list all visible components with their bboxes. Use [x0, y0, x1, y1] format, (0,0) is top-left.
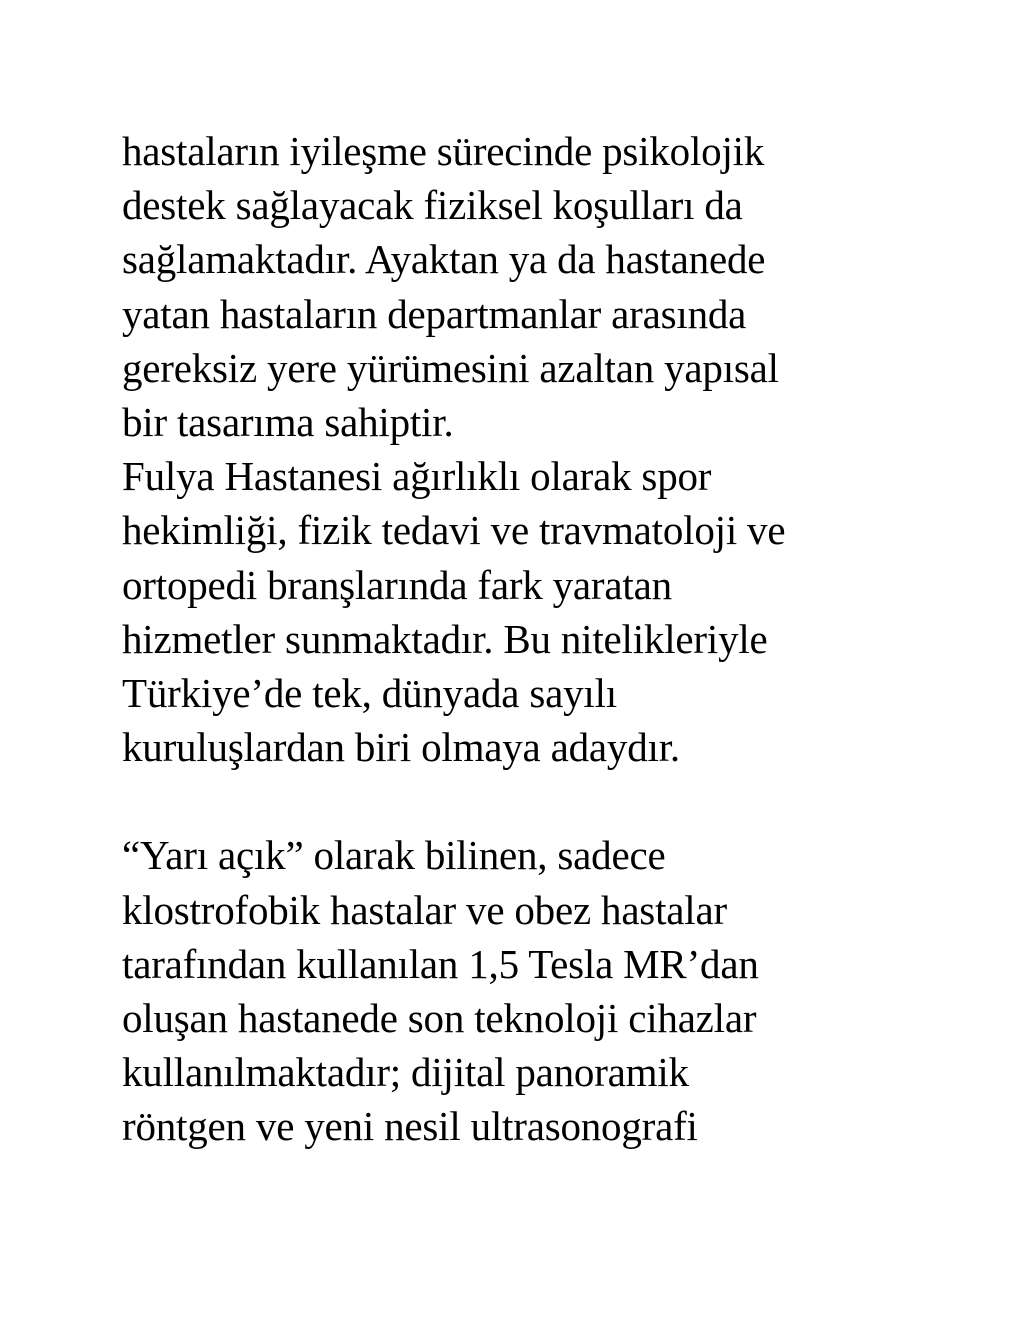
text-line: röntgen ve yeni nesil ultrasonografi: [122, 1103, 698, 1150]
text-line: “Yarı açık” olarak bilinen, sadece: [122, 832, 666, 879]
text-line: klostrofobik hastalar ve obez hastalar: [122, 886, 727, 933]
text-line: yatan hastaların departmanlar arasında: [122, 290, 747, 337]
text-line: kullanılmaktadır; dijital panoramik: [122, 1049, 689, 1096]
text-line: bir tasarıma sahiptir.: [122, 398, 454, 445]
paragraph-3: [122, 828, 922, 1153]
text-line: hizmetler sunmaktadır. Bu nitelikleriyle: [122, 615, 768, 662]
text-line: hastaların iyileşme sürecinde psikolojik: [122, 128, 765, 174]
text-line: sağlamaktadır. Ayaktan ya da hastanede: [122, 236, 766, 283]
text-line: kuruluşlardan biri olmaya adaydır.: [122, 724, 680, 771]
text-line: tarafından kullanılan 1,5 Tesla MR’dan: [122, 940, 759, 987]
paragraph-2: [122, 449, 922, 774]
text-line: gereksiz yere yürümesini azaltan yapısal: [122, 344, 779, 391]
paragraph-1: [122, 124, 922, 449]
text-line: Fulya Hastanesi ağırlıklı olarak spor: [122, 453, 712, 500]
text-line: Türkiye’de tek, dünyada sayılı: [122, 669, 617, 716]
text-line: destek sağlayacak fiziksel koşulları da: [122, 182, 743, 229]
text-line: hekimliği, fizik tedavi ve travmatoloji ve: [122, 507, 786, 554]
paragraph-gap: [122, 774, 922, 828]
text-line: oluşan hastanede son teknoloji cihazlar: [122, 995, 757, 1041]
body-text: [122, 124, 922, 1154]
text-line: ortopedi branşlarında fark yaratan: [122, 561, 672, 608]
